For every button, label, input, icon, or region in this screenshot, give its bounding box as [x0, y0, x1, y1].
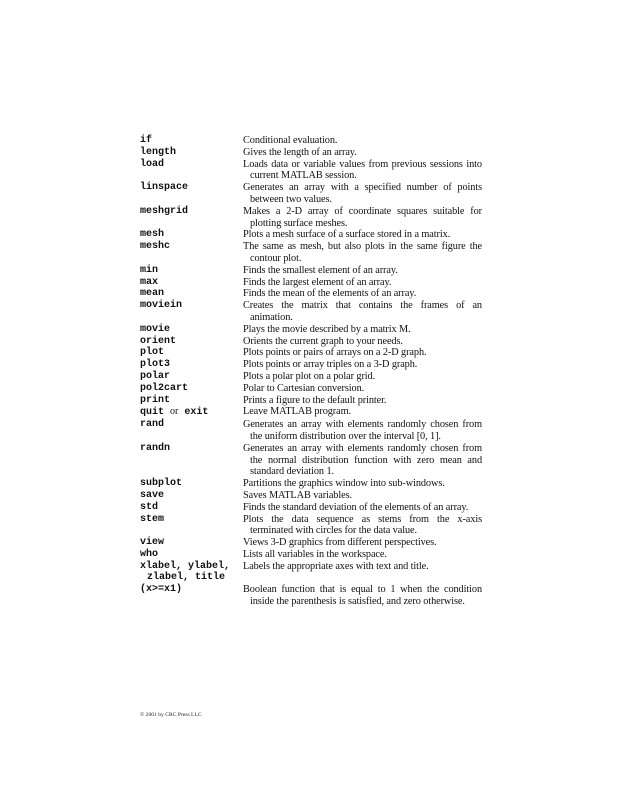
command-name — [140, 300, 243, 312]
command-description: Finds the mean of the elements of an array. — [243, 288, 417, 300]
command-name — [140, 182, 243, 194]
glossary-entry — [140, 324, 482, 336]
command-name — [140, 490, 243, 502]
command-description: Loads data or variable values from previous sessions into current MATLAB session. — [243, 158, 482, 182]
command-description: Plots points or pairs of arrays on a 2-D graph. — [243, 347, 427, 359]
glossary-entry — [140, 514, 482, 538]
command-keyword: if — [140, 135, 153, 146]
command-name — [140, 549, 243, 561]
glossary-entry — [140, 336, 482, 348]
command-name — [140, 324, 243, 336]
glossary-entry — [140, 241, 482, 265]
command-name — [140, 443, 243, 455]
command-description: Generates an array with elements randomly chosen from the uniform distribution over the interval [0, 1]. — [243, 419, 482, 442]
command-keyword: meshgrid — [140, 205, 189, 217]
command-name — [140, 537, 243, 549]
command-description: Finds the smallest element of an array. — [243, 264, 398, 276]
glossary-entry — [140, 443, 482, 478]
command-keyword: orient — [140, 335, 177, 347]
glossary-entry — [140, 549, 482, 561]
command-keyword-alt: exit — [184, 407, 209, 419]
glossary-entry — [140, 359, 482, 371]
command-keyword: xlabel, ylabel, — [140, 560, 231, 572]
command-name — [140, 514, 243, 526]
command-keyword: subplot — [140, 478, 183, 490]
command-name — [140, 395, 243, 407]
command-keyword: polar — [140, 370, 171, 382]
command-keyword: stem — [140, 513, 165, 525]
command-description: Orients the current graph to your needs. — [243, 335, 403, 347]
command-keyword: view — [140, 537, 165, 549]
glossary-entry — [140, 182, 482, 206]
command-keyword: save — [140, 489, 165, 501]
command-keyword: who — [140, 548, 159, 560]
command-name — [140, 347, 243, 359]
command-keyword: meshc — [140, 241, 171, 253]
command-keyword: moviein — [140, 300, 183, 312]
command-keyword: print — [140, 394, 171, 406]
command-name — [140, 288, 243, 300]
command-keyword: (x>=x1) — [140, 584, 183, 596]
glossary-entry — [140, 383, 482, 395]
command-description: Plots the data sequence as stems from the x-axis terminated with circles for the data value. — [243, 513, 482, 537]
command-keyword: plot3 — [140, 359, 171, 371]
command-keyword: linspace — [140, 182, 189, 194]
command-keyword: pol2cart — [140, 382, 189, 394]
command-name — [140, 502, 243, 514]
glossary-entry — [140, 206, 482, 230]
command-description: Makes a 2-D array of coordinate squares suitable for plotting surface meshes. — [243, 205, 482, 229]
glossary-entry — [140, 265, 482, 277]
glossary-entry — [140, 478, 482, 490]
command-name — [140, 241, 243, 253]
glossary-entry — [140, 159, 482, 183]
command-description: Boolean function that is equal to 1 when the condition inside the parenthesis is satisfied, and zero otherwise. — [243, 584, 482, 608]
glossary-entry — [140, 419, 482, 443]
command-name — [140, 478, 243, 490]
command-name — [140, 371, 243, 383]
command-description: The same as mesh, but also plots in the same figure the contour plot. — [243, 241, 482, 264]
command-name — [140, 135, 243, 147]
command-description: Polar to Cartesian conversion. — [243, 382, 365, 394]
command-glossary — [140, 135, 482, 608]
command-name — [140, 206, 243, 218]
conjunction-text: or — [170, 406, 179, 418]
glossary-entry — [140, 502, 482, 514]
command-description: Plots a polar plot on a polar grid. — [243, 370, 376, 382]
command-name — [140, 406, 243, 419]
glossary-entry — [140, 229, 482, 241]
glossary-entry — [140, 147, 482, 159]
command-description: Views 3-D graphics from different perspectives. — [243, 537, 437, 549]
command-description: Saves MATLAB variables. — [243, 489, 352, 501]
glossary-entry — [140, 288, 482, 300]
command-name — [140, 336, 243, 348]
glossary-entry — [140, 135, 482, 147]
command-description: Leave MATLAB program. — [243, 406, 351, 418]
command-keyword: max — [140, 276, 159, 288]
command-description: Finds the largest element of an array. — [243, 276, 392, 288]
command-keyword: plot — [140, 347, 165, 359]
glossary-entry — [140, 584, 482, 608]
command-name — [140, 419, 243, 431]
command-description: Creates the matrix that contains the frames of an animation. — [243, 300, 482, 323]
command-keyword: movie — [140, 323, 171, 335]
command-name — [140, 159, 243, 171]
command-description: Partitions the graphics window into sub-windows. — [243, 478, 445, 490]
glossary-entry — [140, 490, 482, 502]
command-description: Gives the length of an array. — [243, 146, 357, 158]
command-keyword-continued: zlabel, title — [147, 572, 226, 584]
command-name — [140, 147, 243, 159]
glossary-entry — [140, 347, 482, 359]
command-description: Generates an array with a specified number of points between two values. — [243, 182, 482, 205]
command-description: Conditional evaluation. — [243, 135, 338, 146]
command-keyword: rand — [140, 419, 165, 431]
glossary-entry — [140, 371, 482, 383]
command-name — [140, 561, 243, 585]
command-keyword: length — [140, 146, 177, 158]
command-description: Plays the movie described by a matrix M. — [243, 323, 411, 335]
glossary-entry — [140, 395, 482, 407]
command-keyword: quit — [140, 407, 165, 419]
command-name — [140, 265, 243, 277]
command-keyword: load — [140, 158, 165, 170]
command-description: Finds the standard deviation of the elements of an array. — [243, 501, 469, 513]
command-description: Lists all variables in the workspace. — [243, 548, 387, 560]
command-description: Labels the appropriate axes with text and title. — [243, 560, 429, 572]
glossary-entry — [140, 537, 482, 549]
command-description: Generates an array with elements randomly chosen from the normal distribution function with zero mean and standard deviation 1. — [243, 442, 482, 478]
command-name — [140, 383, 243, 395]
command-description: Prints a figure to the default printer. — [243, 394, 387, 406]
copyright-footer: © 2001 by CRC Press LLC — [140, 712, 202, 718]
command-name — [140, 584, 243, 596]
glossary-entry — [140, 406, 482, 419]
command-name — [140, 277, 243, 289]
command-name — [140, 229, 243, 241]
command-keyword: min — [140, 264, 159, 276]
command-keyword: randn — [140, 442, 171, 454]
command-description: Plots points or array triples on a 3-D graph. — [243, 359, 418, 371]
command-name — [140, 359, 243, 371]
glossary-entry — [140, 300, 482, 324]
command-keyword: std — [140, 501, 159, 513]
command-keyword: mesh — [140, 229, 165, 241]
glossary-entry — [140, 561, 482, 585]
glossary-entry — [140, 277, 482, 289]
command-description: Plots a mesh surface of a surface stored in a matrix. — [243, 229, 451, 241]
command-keyword: mean — [140, 288, 165, 300]
